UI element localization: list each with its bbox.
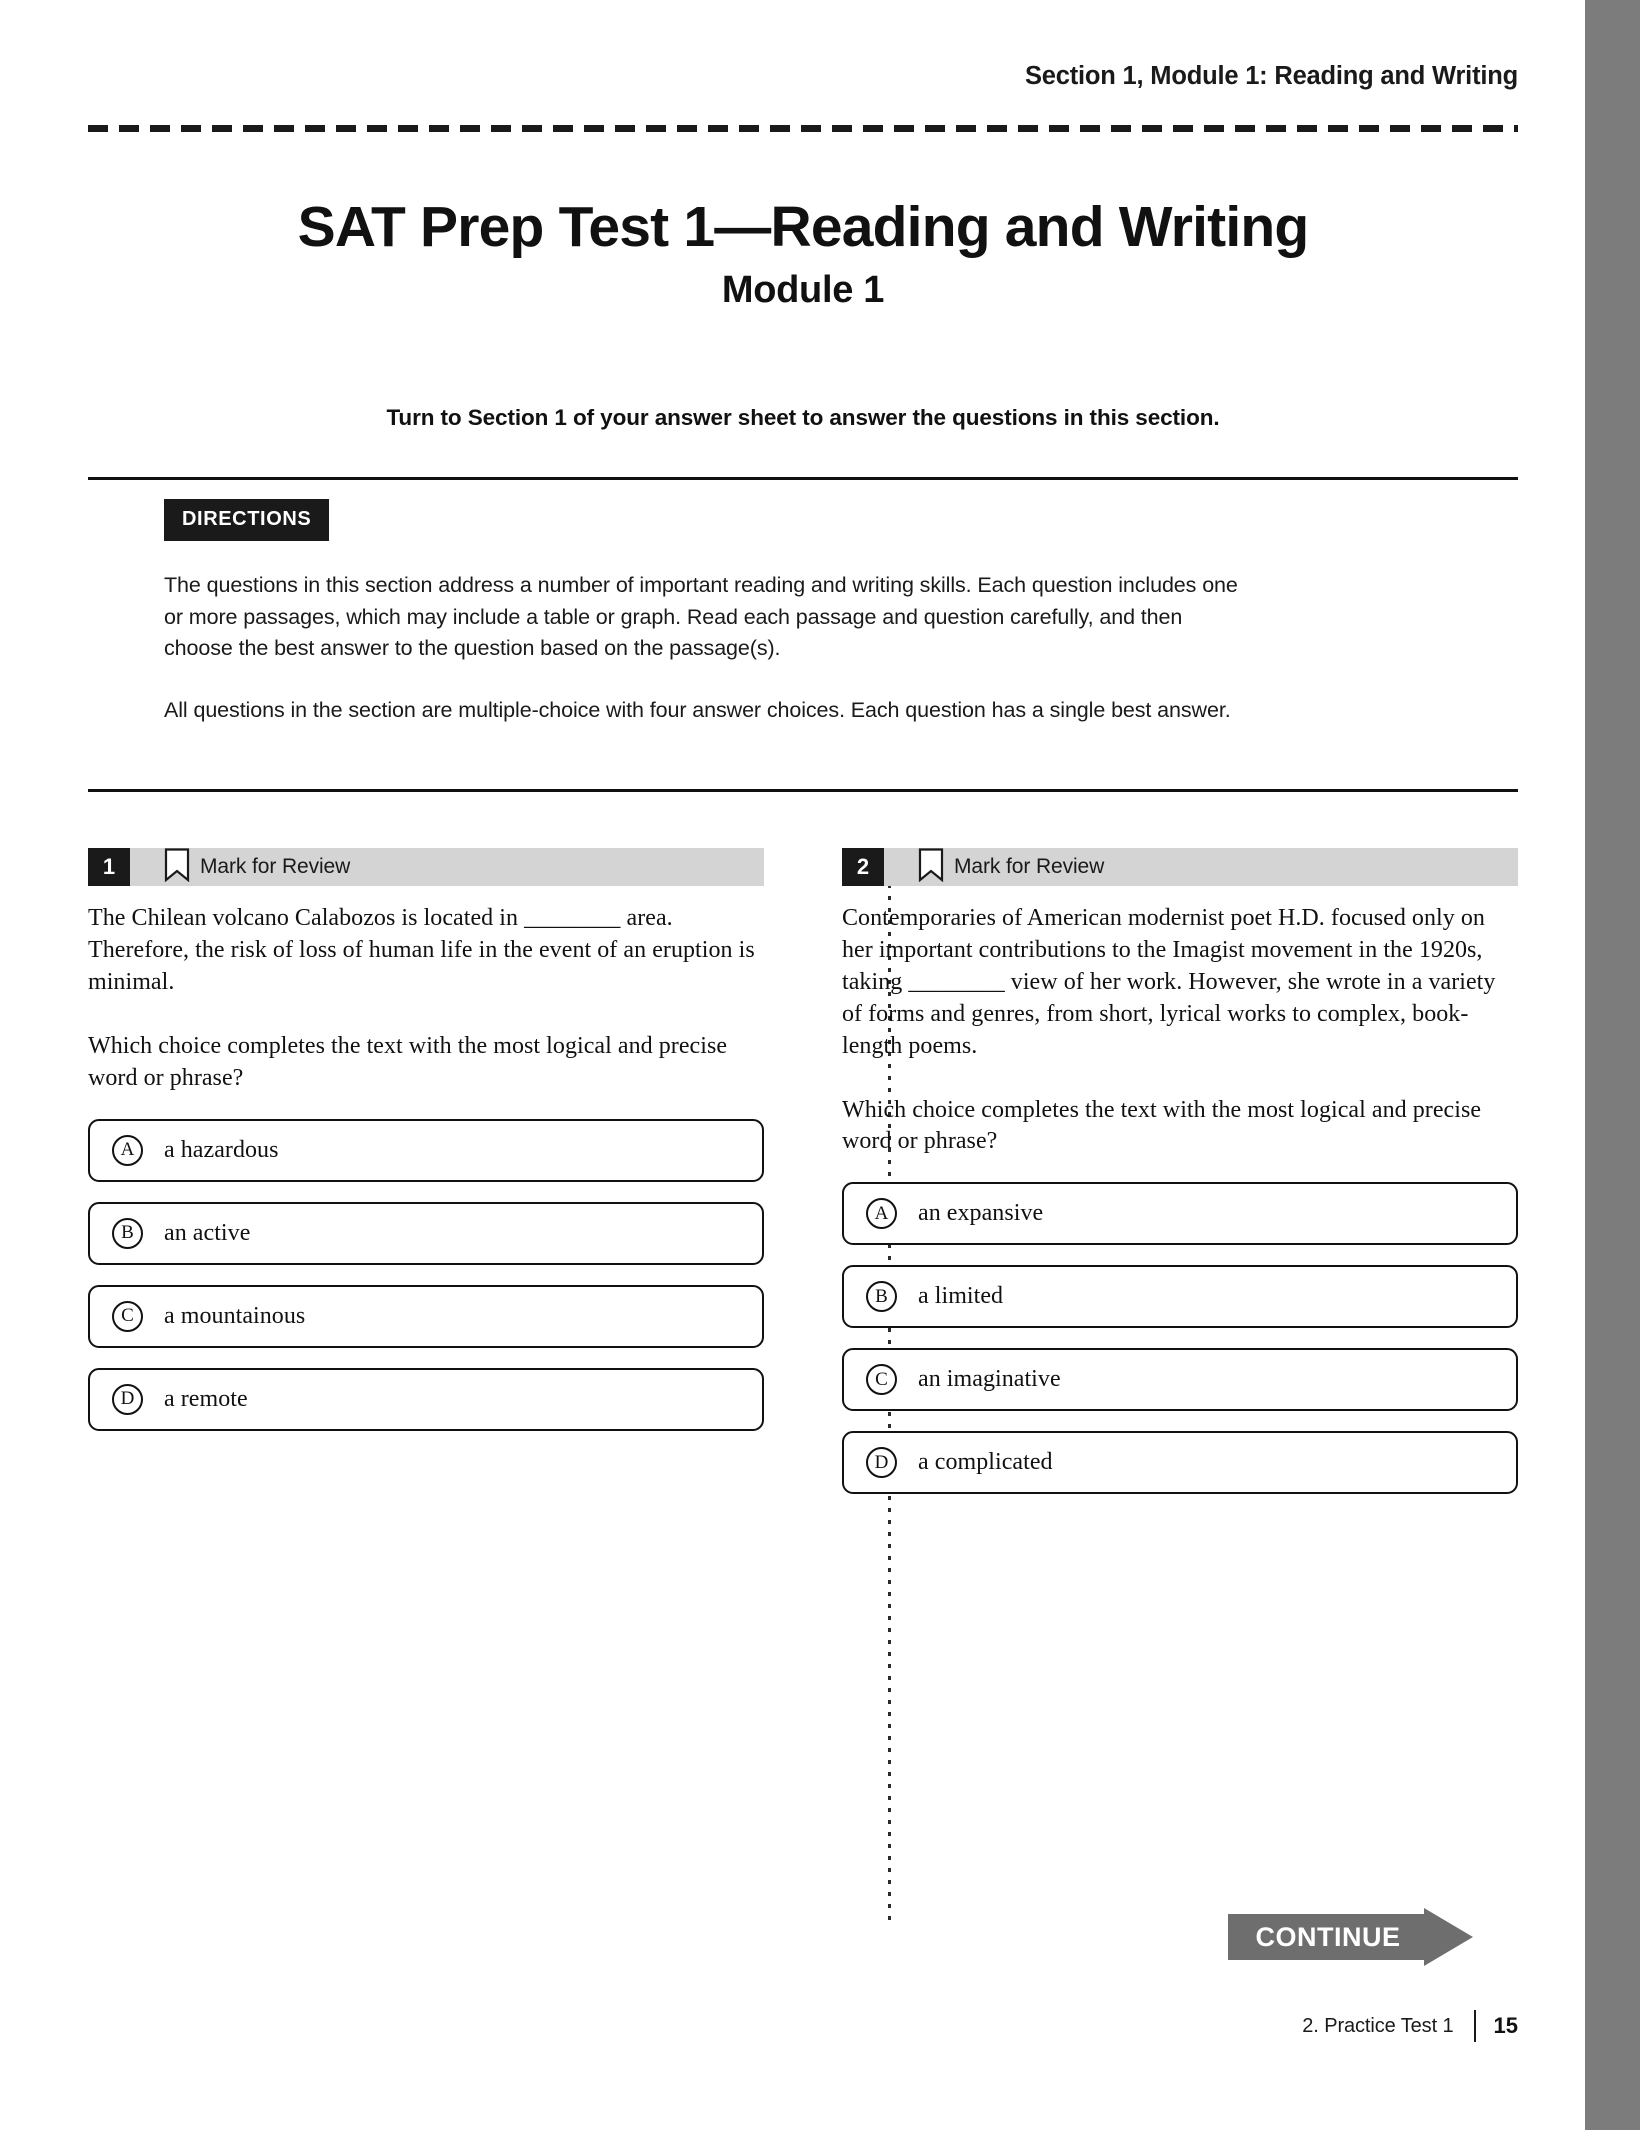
answer-choices [88,1119,764,1431]
answer-sheet-instruction: Turn to Section 1 of your answer sheet to answer the questions in this section. [386,405,1220,430]
bookmark-icon[interactable] [164,848,190,887]
choice-text: an expansive [918,1200,1044,1227]
footer-test-label: 2. Practice Test 1 [1302,2014,1454,2037]
choice-letter: B [866,1281,897,1312]
question-passage: The Chilean volcano Calabozos is located in ________ area. Therefore, the risk of loss of human life in the event of an eruption is minimal. [88,905,755,995]
directions-paragraph-2: All questions in the section are multiple-choice with four answer choices. Each question has a single best answer. [164,697,1231,722]
choice-letter: D [866,1447,897,1478]
choice-text: an active [164,1219,251,1246]
question-stem: Which choice completes the text with the most logical and precise word or phrase? [842,1096,1482,1155]
continue-button-wrap [1228,1908,1473,1966]
answer-choice-a[interactable] [842,1182,1518,1245]
answer-choice-d[interactable] [842,1431,1518,1494]
question-2 [842,848,1518,1514]
choice-letter: D [112,1384,143,1415]
question-number-badge: 1 [88,848,130,886]
question-1 [88,848,764,1451]
page-title: SAT Prep Test 1—Reading and Writing [297,195,1309,259]
answer-choice-b[interactable] [88,1202,764,1265]
page-footer [1302,2010,1518,2042]
page-edge-bar [1585,0,1640,2130]
choice-letter: C [112,1301,143,1332]
choice-text: a limited [918,1283,1004,1310]
choice-letter: B [112,1218,143,1249]
mark-for-review-label[interactable]: Mark for Review [954,855,1105,878]
answer-choice-a[interactable] [88,1119,764,1182]
directions-rule-bottom [88,789,1518,792]
question-number-badge: 2 [842,848,884,886]
continue-button[interactable] [1228,1908,1473,1966]
continue-arrow-icon [1228,1908,1473,1966]
question-header [842,848,1518,886]
choice-text: a mountainous [164,1302,306,1329]
question-header [88,848,764,886]
choice-letter: C [866,1364,897,1395]
directions-paragraph-1: The questions in this section address a number of important reading and writing skills. Each question includes one or more passages, which may include a table or graph. Read each passage and question carefully, and then choose the best answer to the question based on the passage(s). [164,573,1238,661]
choice-text: a complicated [918,1449,1053,1476]
page-content [88,0,1518,2130]
directions-badge: DIRECTIONS [164,499,329,541]
answer-choice-b[interactable] [842,1265,1518,1328]
footer-page-number: 15 [1493,2013,1518,2038]
answer-choices [842,1182,1518,1494]
module-subtitle: Module 1 [721,268,885,311]
directions-body [164,570,1249,726]
answer-choice-c[interactable] [842,1348,1518,1411]
choice-text: an imaginative [918,1366,1061,1393]
running-head: Section 1, Module 1: Reading and Writing [1024,62,1518,90]
continue-label: CONTINUE [1255,1921,1401,1952]
choice-text: a hazardous [164,1136,279,1163]
answer-choice-c[interactable] [88,1285,764,1348]
question-columns [88,848,1518,1938]
title-block [88,196,1518,312]
choice-text: a remote [164,1385,248,1412]
question-stem: Which choice completes the text with the most logical and precise word or phrase? [88,1032,728,1091]
footer-separator [1474,2010,1476,2042]
mark-for-review-label[interactable]: Mark for Review [200,855,351,878]
dashed-divider [88,125,1518,132]
choice-letter: A [112,1135,143,1166]
bookmark-icon[interactable] [918,848,944,887]
answer-choice-d[interactable] [88,1368,764,1431]
question-passage: Contemporaries of American modernist poet H.D. focused only on her important contributions to the Imagist movement in the 1920s, taking ________ view of her work. However, she wrote in a variety of forms and genres, from short, lyrical works to complex, book-length poems. [842,905,1496,1059]
choice-letter: A [866,1198,897,1229]
directions-rule-top [88,477,1518,480]
